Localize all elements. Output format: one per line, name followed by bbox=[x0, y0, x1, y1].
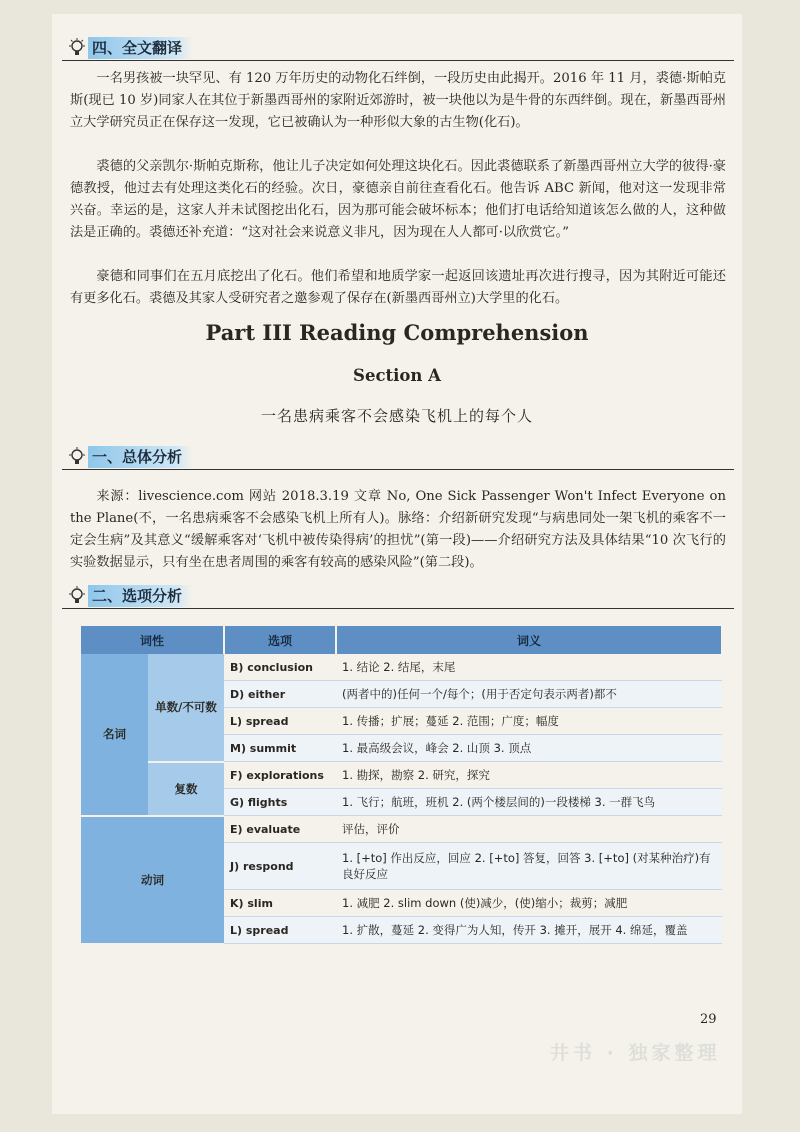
section-header-translation bbox=[62, 36, 734, 61]
option-meaning: 1. 传播；扩展；蔓延 2. 范围；广度；幅度 bbox=[336, 708, 722, 735]
option-meaning: (两者中的)任何一个/每个；(用于否定句表示两者)都不 bbox=[336, 681, 722, 708]
table-header-pos: 词性 bbox=[81, 626, 224, 654]
option-word: L) spread bbox=[224, 708, 336, 735]
pos-noun: 名词 bbox=[81, 654, 148, 816]
table-row bbox=[81, 654, 722, 681]
section-title-translation: 四、全文翻译 bbox=[88, 37, 192, 59]
article-title-cn: 一名患病乘客不会感染飞机上的每个人 bbox=[260, 407, 533, 425]
table-row bbox=[81, 762, 722, 789]
option-meaning: 1. 勘探，勘察 2. 研究，探究 bbox=[336, 762, 722, 789]
pos-verb: 动词 bbox=[81, 816, 224, 944]
table-header-row bbox=[81, 626, 722, 654]
option-word: K) slim bbox=[224, 890, 336, 917]
table-header-meaning: 词义 bbox=[336, 626, 722, 654]
section-header-overview bbox=[62, 445, 734, 470]
lightbulb-icon bbox=[68, 38, 86, 58]
part-title: Part III Reading Comprehension bbox=[205, 320, 589, 345]
option-meaning: 1. [+to] 作出反应，回应 2. [+to] 答复，回答 3. [+to] (对某种治疗)有良好反应 bbox=[336, 843, 722, 890]
option-word: D) either bbox=[224, 681, 336, 708]
section-title-overview: 一、总体分析 bbox=[88, 446, 192, 468]
option-meaning: 1. 减肥 2. slim down (使)减少，(使)缩小；裁剪；减肥 bbox=[336, 890, 722, 917]
overview-paragraph: 来源：livescience.com 网站 2018.3.19 文章 No, One Sick Passenger Won't Infect Everyone on the Plane(不，一名患病乘客不会感染飞机上所有人)。脉络：介绍新研究发现“与病患同处一架飞机的乘客不一定会生病”及其意义“缓解乘客对‘飞机中被传染得病’的担忧”(第一段)——介绍研究方法及具体结果“10 次飞行的实验数据显示，只有坐在患者周围的乘客有较高的感染风险”(第二段)。 bbox=[70, 489, 726, 570]
option-meaning: 1. 结论 2. 结尾，末尾 bbox=[336, 654, 722, 681]
translation-paragraph-3: 豪德和同事们在五月底挖出了化石。他们希望和地质学家一起返回该遗址再次进行搜寻，因为其附近可能还有更多化石。裘德及其家人受研究者之邀参观了保存在(新墨西哥州立)大学里的化石。 bbox=[70, 269, 726, 306]
section-title-options: 二、选项分析 bbox=[88, 585, 192, 607]
option-meaning: 评估，评价 bbox=[336, 816, 722, 843]
option-meaning: 1. 最高级会议，峰会 2. 山顶 3. 顶点 bbox=[336, 735, 722, 762]
table-row bbox=[81, 816, 722, 843]
option-word: F) explorations bbox=[224, 762, 336, 789]
option-word: J) respond bbox=[224, 843, 336, 890]
watermark-text: 井书 · 独家整理 bbox=[550, 1042, 721, 1064]
lightbulb-icon bbox=[68, 586, 86, 606]
page-number: 29 bbox=[700, 1012, 717, 1027]
option-meaning: 1. 飞行；航班，班机 2. (两个楼层间的)一段楼梯 3. 一群飞鸟 bbox=[336, 789, 722, 816]
option-word: B) conclusion bbox=[224, 654, 336, 681]
table-header-option: 选项 bbox=[224, 626, 336, 654]
page bbox=[52, 14, 742, 1114]
option-word: L) spread bbox=[224, 917, 336, 944]
option-meaning: 1. 扩散，蔓延 2. 变得广为人知，传开 3. 摊开，展开 4. 绵延，覆盖 bbox=[336, 917, 722, 944]
section-header-options bbox=[62, 584, 734, 609]
option-word: E) evaluate bbox=[224, 816, 336, 843]
pos-uncountable: 单数/不可数 bbox=[148, 654, 224, 762]
translation-paragraph-2: 裘德的父亲凯尔·斯帕克斯称，他让儿子决定如何处理这块化石。因此裘德联系了新墨西哥州立大学的彼得·豪德教授，他过去有处理这类化石的经验。次日，豪德亲自前往查看化石。他告诉 ABC 新闻，他对这一发现非常兴奋。幸运的是，这家人并未试图挖出化石，因为那可能会破坏标本；他们打电话给知道该怎么做的人，这种做法是正确的。裘德还补充道：“这对社会来说意义非凡，因为现在人人都可·以欣赏它。” bbox=[70, 159, 726, 240]
translation-paragraph-1: 一名男孩被一块罕见、有 120 万年历史的动物化石绊倒，一段历史由此揭开。2016 年 11 月，裘德·斯帕克斯(现已 10 岁)同家人在其位于新墨西哥州的家附近郊游时，被一块他以为是牛骨的东西绊倒。现在，新墨西哥州立大学研究员正在保存这一发现，它已被确认为一种形似大象的古生物(化石)。 bbox=[70, 71, 726, 130]
section-title: Section A bbox=[353, 366, 441, 385]
pos-plural: 复数 bbox=[148, 762, 224, 816]
vocabulary-table bbox=[81, 626, 723, 945]
option-word: M) summit bbox=[224, 735, 336, 762]
option-word: G) flights bbox=[224, 789, 336, 816]
lightbulb-icon bbox=[68, 447, 86, 467]
